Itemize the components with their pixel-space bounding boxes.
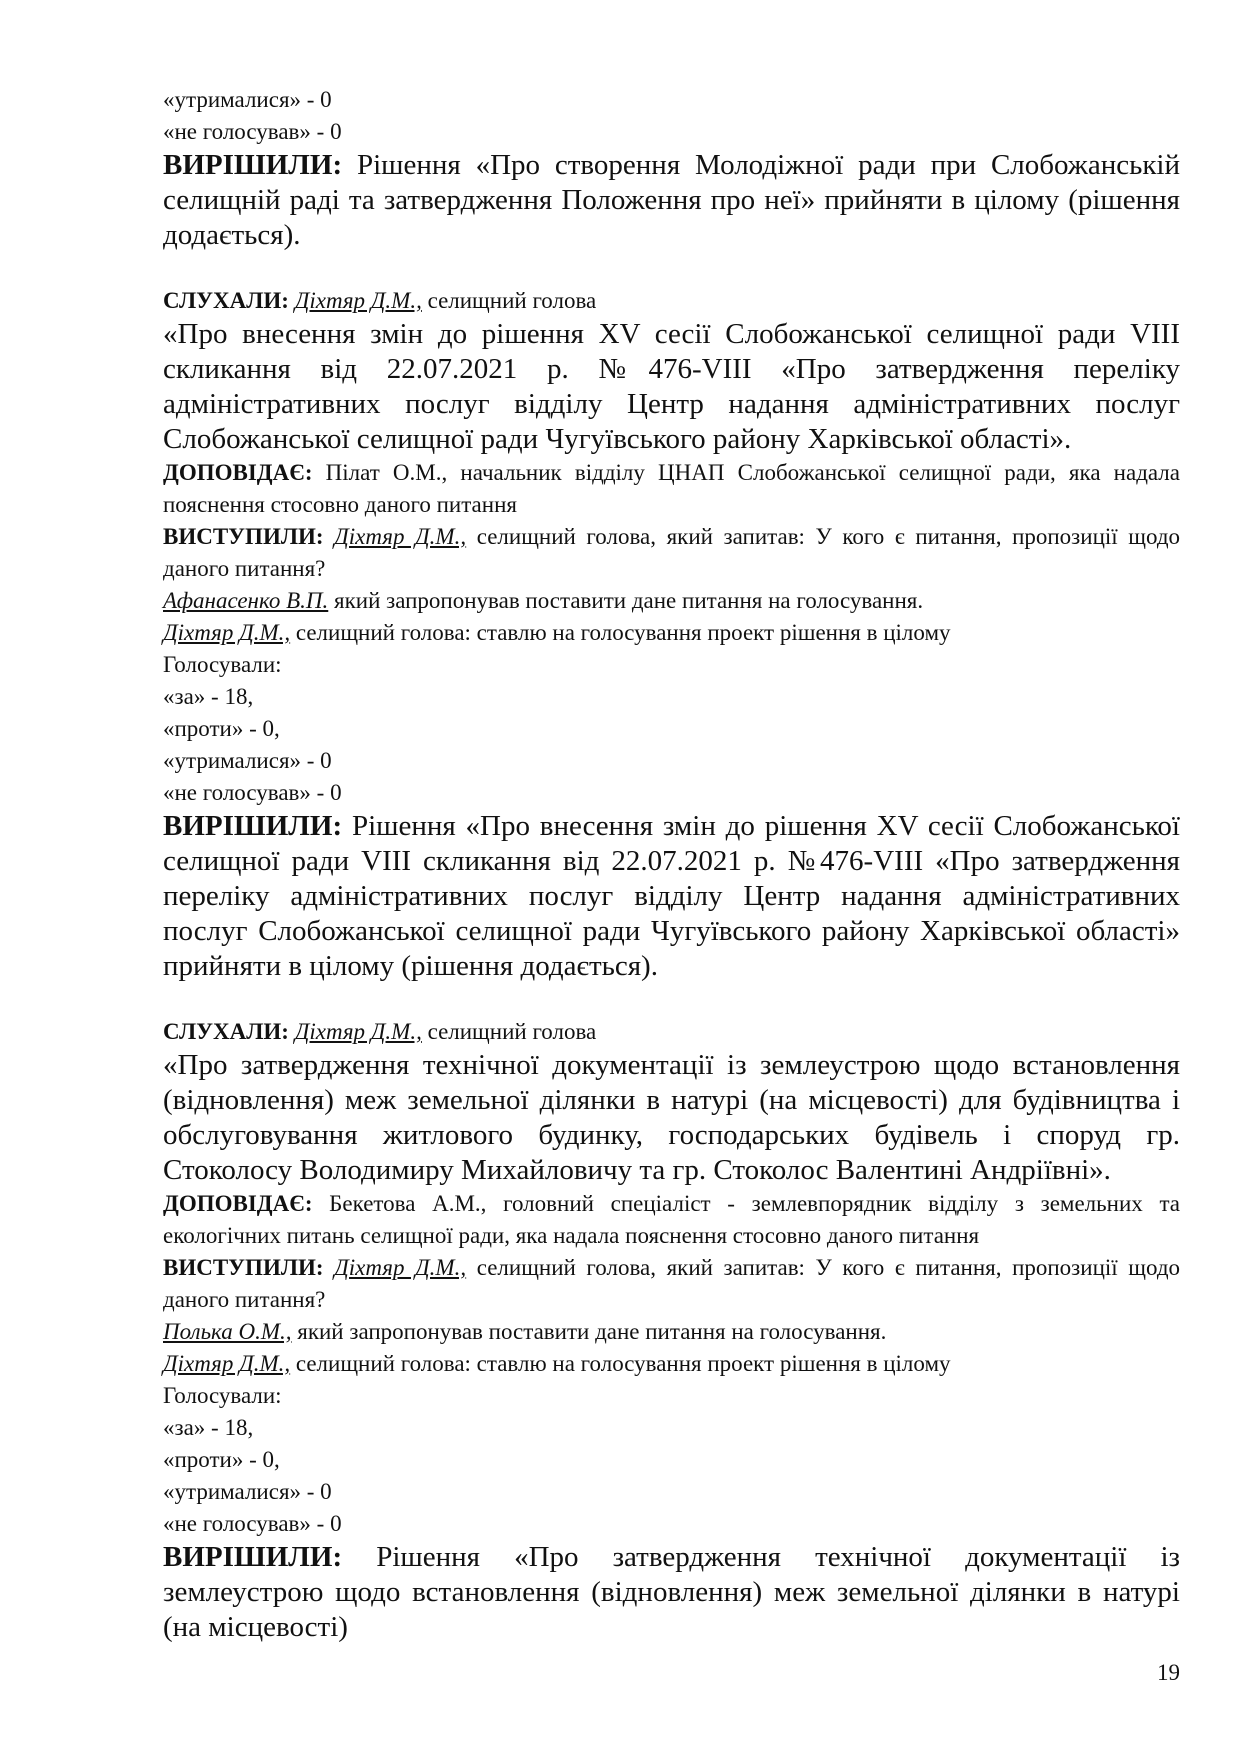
voted-label: Голосували: <box>163 652 282 677</box>
decision-text: Рішення «Про створення Молодіжної ради при Слобожанській селищній раді та затвердження Положення про неї» прийняти в цілому (рішення додається). <box>163 149 1180 251</box>
proposer-text: який запропонував поставити дане питання на голосування. <box>328 588 924 613</box>
reports-paragraph <box>163 1188 1180 1252</box>
vote-against: «проти» - 0, <box>163 1447 280 1472</box>
decision-paragraph <box>163 809 1180 984</box>
vote-abstained: «утрималися» - 0 <box>163 87 332 112</box>
reports-text: Бекетова А.М., головний спеціаліст - землевпорядник відділу з земельних та екологічних питань селищної ради, яка надала пояснення стосовно даного питання <box>163 1191 1180 1248</box>
section-gap <box>163 253 1180 285</box>
heard-name: Діхтяр Д.М., <box>294 1019 422 1044</box>
vote-not-voted: «не голосував» - 0 <box>163 119 342 144</box>
reports-text: Пілат О.М., начальник відділу ЦНАП Слобожанської селищної ради, яка надала пояснення стосовно даного питання <box>163 460 1180 517</box>
spoke-label: ВИСТУПИЛИ: <box>163 1255 324 1280</box>
vote-not-voted: «не голосував» - 0 <box>163 780 342 805</box>
chair-name: Діхтяр Д.М., <box>163 1351 291 1376</box>
voted-label: Голосували: <box>163 1383 282 1408</box>
chair-text: селищний голова: ставлю на голосування проект рішення в цілому <box>290 1351 951 1376</box>
vote-against: «проти» - 0, <box>163 716 280 741</box>
heard-name: Діхтяр Д.М., <box>294 288 422 313</box>
page-number: 19 <box>1157 1660 1180 1685</box>
heard-role: селищний голова <box>421 288 597 313</box>
decided-label: ВИРІШИЛИ: <box>163 810 343 842</box>
vote-abstained: «утрималися» - 0 <box>163 748 332 773</box>
decision-paragraph <box>163 148 1180 253</box>
decision-paragraph <box>163 1540 1180 1645</box>
decided-label: ВИРІШИЛИ: <box>163 149 343 181</box>
proposer-name: Афанасенко В.П. <box>163 588 329 613</box>
proposer-line <box>163 1316 1180 1348</box>
proposer-text: який запропонував поставити дане питання на голосування. <box>291 1319 887 1344</box>
vote-for: «за» - 18, <box>163 684 254 709</box>
reports-label: ДОПОВІДАЄ: <box>163 460 313 485</box>
vote-for: «за» - 18, <box>163 1415 254 1440</box>
vote-abstained: «утрималися» - 0 <box>163 1479 332 1504</box>
agenda-topic: «Про затвердження технічної документації із землеустрою щодо встановлення (відновлення) меж земельної ділянки в натурі (на місцевості) для будівництва і обслуговування житлового будинку, господарських будівель і споруд гр. Стоколосу Володимиру Михайловичу та гр. Стоколос Валентині Андріївні». <box>163 1049 1180 1186</box>
spoke-text: селищний голова, який запитав: У кого є питання, пропозиції щодо даного питання? <box>163 1255 1181 1312</box>
spoke-paragraph <box>163 521 1180 585</box>
spoke-paragraph <box>163 1252 1180 1316</box>
heard-line <box>163 285 1180 317</box>
section-gap <box>163 984 1180 1016</box>
proposer-name: Полька О.М., <box>163 1319 292 1344</box>
spoke-name: Діхтяр Д.М., <box>334 1255 467 1280</box>
decision-text: Рішення «Про внесення змін до рішення XV сесії Слобожанської селищної ради VIII скликання від 22.07.2021 р. №476-VIII «Про затвердження переліку адміністративних послуг відділу Центр надання адміністративних послуг Слобожанської селищної ради Чугуївського району Харківської області» прийняти в цілому (рішення додається). <box>163 810 1180 982</box>
heard-label: СЛУХАЛИ: <box>163 288 289 313</box>
spoke-label: ВИСТУПИЛИ: <box>163 524 324 549</box>
spoke-text: селищний голова, який запитав: У кого є питання, пропозиції щодо даного питання? <box>163 524 1181 581</box>
chair-line <box>163 1348 1180 1380</box>
chair-line <box>163 617 1180 649</box>
reports-paragraph <box>163 457 1180 521</box>
reports-label: ДОПОВІДАЄ: <box>163 1191 313 1216</box>
chair-text: селищний голова: ставлю на голосування проект рішення в цілому <box>290 620 951 645</box>
proposer-line <box>163 585 1180 617</box>
document-body <box>163 84 1180 1645</box>
heard-role: селищний голова <box>421 1019 597 1044</box>
decision-text: Рішення «Про затвердження технічної документації із землеустрою щодо встановлення (відновлення) меж земельної ділянки в натурі (на місцевості) <box>163 1541 1180 1643</box>
agenda-topic: «Про внесення змін до рішення XV сесії Слобожанської селищної ради VIII скликання від 22.07.2021 р. №476-VIII «Про затвердження переліку адміністративних послуг відділу Центр надання адміністративних послуг Слобожанської селищної ради Чугуївського району Харківської області». <box>163 318 1180 455</box>
chair-name: Діхтяр Д.М., <box>163 620 291 645</box>
vote-not-voted: «не голосував» - 0 <box>163 1511 342 1536</box>
heard-label: СЛУХАЛИ: <box>163 1019 289 1044</box>
decided-label: ВИРІШИЛИ: <box>163 1541 343 1573</box>
spoke-name: Діхтяр Д.М., <box>334 524 467 549</box>
heard-line <box>163 1016 1180 1048</box>
